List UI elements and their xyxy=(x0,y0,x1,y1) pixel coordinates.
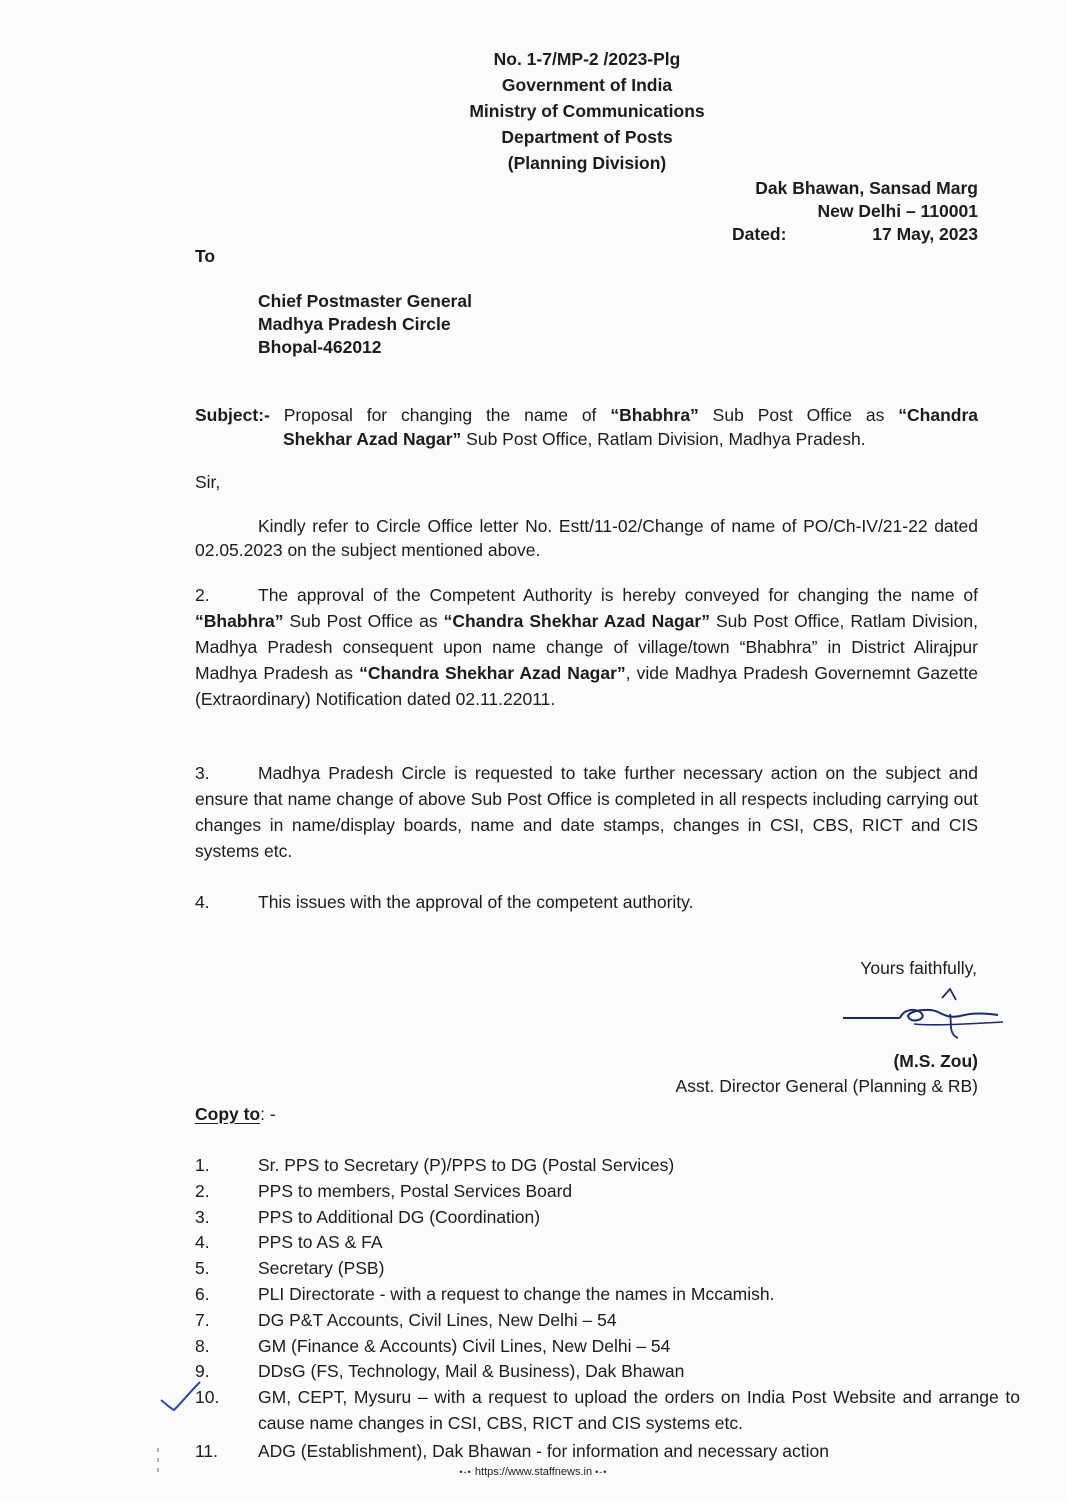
paragraph-4-text: This issues with the approval of the competent authority. xyxy=(258,892,694,912)
subject-new-name-a: “Chandra xyxy=(898,405,978,425)
date-line xyxy=(732,223,978,246)
ministry-name: Ministry of Communications xyxy=(469,101,705,121)
list-item xyxy=(195,1359,1020,1385)
to-label: To xyxy=(195,246,216,266)
subject-text-1: Proposal for changing the name of xyxy=(269,405,611,425)
paragraph-3-text: Madhya Pradesh Circle is requested to take further necessary action on the subject and ensure that name change of above Sub Post Office is completed in all respects including carrying out changes in name/display boards, name and date stamps, changes in CSI, CBS, RICT and CIS systems etc. xyxy=(195,763,978,861)
paragraph-3 xyxy=(195,760,978,864)
list-item-number: 11. xyxy=(195,1440,219,1461)
watermark-url: https://www.staffnews.in xyxy=(474,1466,593,1478)
watermark-dots-left: •-• xyxy=(459,1467,472,1477)
subject-text-3: Sub Post Office, Ratlam Division, Madhya Pradesh. xyxy=(461,429,866,449)
subject-old-name: “Bhabhra” xyxy=(610,405,699,425)
paragraph-4 xyxy=(195,889,978,915)
list-item xyxy=(195,1179,1020,1205)
recipient-line-2: Madhya Pradesh Circle xyxy=(258,314,451,334)
signature-image xyxy=(838,986,1008,1046)
salutation: Sir, xyxy=(195,472,221,492)
list-item-number: 2. xyxy=(195,1180,210,1201)
list-item xyxy=(195,1256,1020,1282)
address-line-2: New Delhi – 110001 xyxy=(817,201,978,221)
list-item-text: GM (Finance & Accounts) Civil Lines, New Delhi – 54 xyxy=(258,1335,671,1356)
paragraph-2 xyxy=(195,582,978,712)
paragraph-2-new-name-2: “Chandra Shekhar Azad Nagar” xyxy=(359,663,626,683)
government-name: Government of India xyxy=(501,75,673,95)
list-item-text: Sr. PPS to Secretary (P)/PPS to DG (Postal Services) xyxy=(258,1155,675,1175)
paragraph-4-number: 4. xyxy=(195,892,210,912)
letter-header xyxy=(0,46,1067,176)
list-item-number: 5. xyxy=(195,1258,210,1279)
list-item-text: PPS to AS & FA xyxy=(258,1232,383,1253)
sender-address xyxy=(732,177,978,246)
list-item-text: DDsG (FS, Technology, Mail & Business), Dak Bhawan xyxy=(258,1361,685,1382)
letter-date: 17 May, 2023 xyxy=(872,224,978,244)
subject-label: Subject:- xyxy=(195,405,270,425)
paragraph-2-text-3: Sub Post Office, Ratlam Division, Madhya Pradesh consequent upon name change of village/town “Bhabhra” in District Alirajpur Madhya Pradesh as xyxy=(195,611,978,683)
list-item-number: 3. xyxy=(195,1206,210,1227)
watermark-dots-right: •-• xyxy=(595,1467,608,1477)
list-item-number: 6. xyxy=(195,1283,210,1304)
closing: Yours faithfully, xyxy=(860,958,977,978)
list-item xyxy=(195,1308,1020,1334)
copy-to-suffix: : - xyxy=(260,1104,276,1124)
list-item xyxy=(195,1385,1020,1437)
division-name: (Planning Division) xyxy=(507,153,667,173)
list-item-text: PPS to Additional DG (Coordination) xyxy=(258,1206,541,1227)
paragraph-2-text-1: The approval of the Competent Authority is hereby conveyed for changing the name of xyxy=(258,585,978,605)
recipient-line-1: Chief Postmaster General xyxy=(258,291,472,311)
recipient-address xyxy=(258,290,472,359)
recipient-line-3: Bhopal-462012 xyxy=(258,337,382,357)
paragraph-2-number: 2. xyxy=(195,585,210,605)
list-item xyxy=(195,1205,1020,1231)
address-line-1: Dak Bhawan, Sansad Marg xyxy=(755,178,978,198)
signatory-name: (M.S. Zou) xyxy=(893,1051,978,1071)
subject-new-name-b: Shekhar Azad Nagar” xyxy=(283,429,462,449)
paragraph-2-text-4: , vide Madhya Pradesh Governemnt Gazette (Extraordinary) Notification dated 02.11.22011. xyxy=(195,663,978,709)
list-item xyxy=(195,1282,1020,1308)
copy-to-heading xyxy=(195,1104,276,1125)
list-item-text: Secretary (PSB) xyxy=(258,1258,385,1279)
list-item xyxy=(195,1439,1020,1465)
paragraph-2-text-2: Sub Post Office as xyxy=(283,611,444,631)
tick-mark-icon xyxy=(158,1378,228,1412)
list-item-text: ADG (Establishment), Dak Bhawan - for information and necessary action xyxy=(258,1440,829,1461)
watermark xyxy=(0,1466,1067,1478)
department-name: Department of Posts xyxy=(501,127,673,147)
subject-block xyxy=(195,403,978,451)
paragraph-2-old-name: “Bhabhra” xyxy=(195,611,284,631)
dated-label: Dated: xyxy=(732,224,787,244)
list-item-text: PLI Directorate - with a request to change the names in Mccamish. xyxy=(258,1283,775,1304)
paragraph-1: Kindly refer to Circle Office letter No. Estt/11-02/Change of name of PO/Ch-IV/21-22 dated 02.05.2023 on the subject mentioned above. xyxy=(195,516,978,560)
list-item-number: 8. xyxy=(195,1335,210,1356)
list-item xyxy=(195,1230,1020,1256)
list-item-number: 1. xyxy=(195,1155,210,1175)
list-item-number: 9. xyxy=(195,1361,210,1382)
list-item xyxy=(195,1153,1020,1179)
list-item-text: DG P&T Accounts, Civil Lines, New Delhi – 54 xyxy=(258,1309,617,1330)
list-item-number: 4. xyxy=(195,1232,210,1253)
paragraph-3-number: 3. xyxy=(195,763,210,783)
subject-text-2: Sub Post Office as xyxy=(698,405,899,425)
list-item xyxy=(195,1334,1020,1360)
file-number: No. 1-7/MP-2 /2023-Plg xyxy=(493,49,681,69)
paragraph-2-new-name: “Chandra Shekhar Azad Nagar” xyxy=(443,611,710,631)
list-item-number: 10. xyxy=(195,1387,220,1408)
signatory-title: Asst. Director General (Planning & RB) xyxy=(675,1076,978,1096)
copy-to-list xyxy=(195,1153,1020,1465)
copy-to-label: Copy to xyxy=(195,1104,261,1124)
list-item-text: GM, CEPT, Mysuru – with a request to upload the orders on India Post Website and arrange to cause name changes in CSI, CBS, RICT and CIS systems etc. xyxy=(258,1387,1020,1433)
list-item-number: 7. xyxy=(195,1309,210,1330)
list-item-text: PPS to members, Postal Services Board xyxy=(258,1180,573,1201)
